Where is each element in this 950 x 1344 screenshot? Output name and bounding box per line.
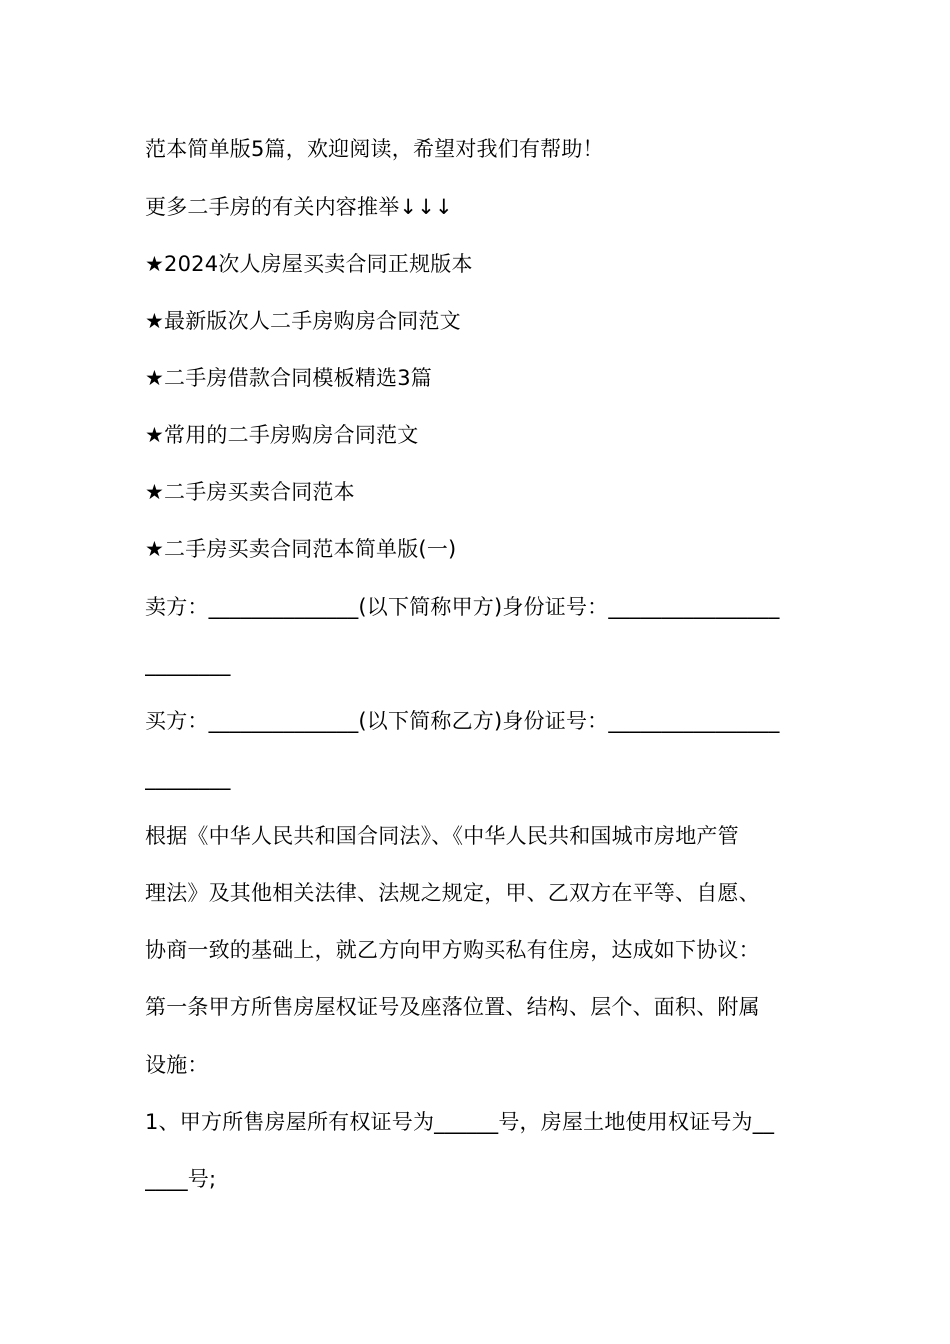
buyer-line-continued: ________ [145, 766, 231, 790]
buyer-line: 买方：______________(以下简称乙方)身份证号：________________ [145, 709, 780, 733]
clause-item-continued: ____号; [145, 1167, 217, 1191]
intro-text: 范本简单版5篇，欢迎阅读，希望对我们有帮助！ [145, 137, 604, 161]
seller-line: 卖方：______________(以下简称甲方)身份证号：________________ [145, 595, 780, 619]
article-heading: 第一条甲方所售房屋权证号及座落位置、结构、层个、面积、附属 [145, 995, 760, 1019]
related-link[interactable]: ★2024次人房屋买卖合同正规版本 [145, 252, 473, 276]
clause-item: 1、甲方所售房屋所有权证号为______号，房屋土地使用权证号为__ [145, 1110, 775, 1134]
paragraph-line: 协商一致的基础上，就乙方向甲方购买私有住房，达成如下协议： [145, 938, 760, 962]
related-link[interactable]: ★二手房买卖合同范本简单版(一) [145, 537, 457, 561]
paragraph-line: 根据《中华人民共和国合同法》、《中华人民共和国城市房地产管 [145, 824, 739, 848]
article-heading-continued: 设施： [145, 1053, 209, 1077]
related-link[interactable]: ★最新版次人二手房购房合同范文 [145, 309, 461, 333]
related-link[interactable]: ★二手房借款合同模板精选3篇 [145, 366, 432, 390]
seller-line-continued: ________ [145, 652, 231, 676]
more-content-header: 更多二手房的有关内容推举↓↓↓ [145, 195, 453, 219]
paragraph-line: 理法》及其他相关法律、法规之规定，甲、乙双方在平等、自愿、 [145, 881, 760, 905]
related-link[interactable]: ★常用的二手房购房合同范文 [145, 423, 419, 447]
related-link[interactable]: ★二手房买卖合同范本 [145, 480, 355, 504]
